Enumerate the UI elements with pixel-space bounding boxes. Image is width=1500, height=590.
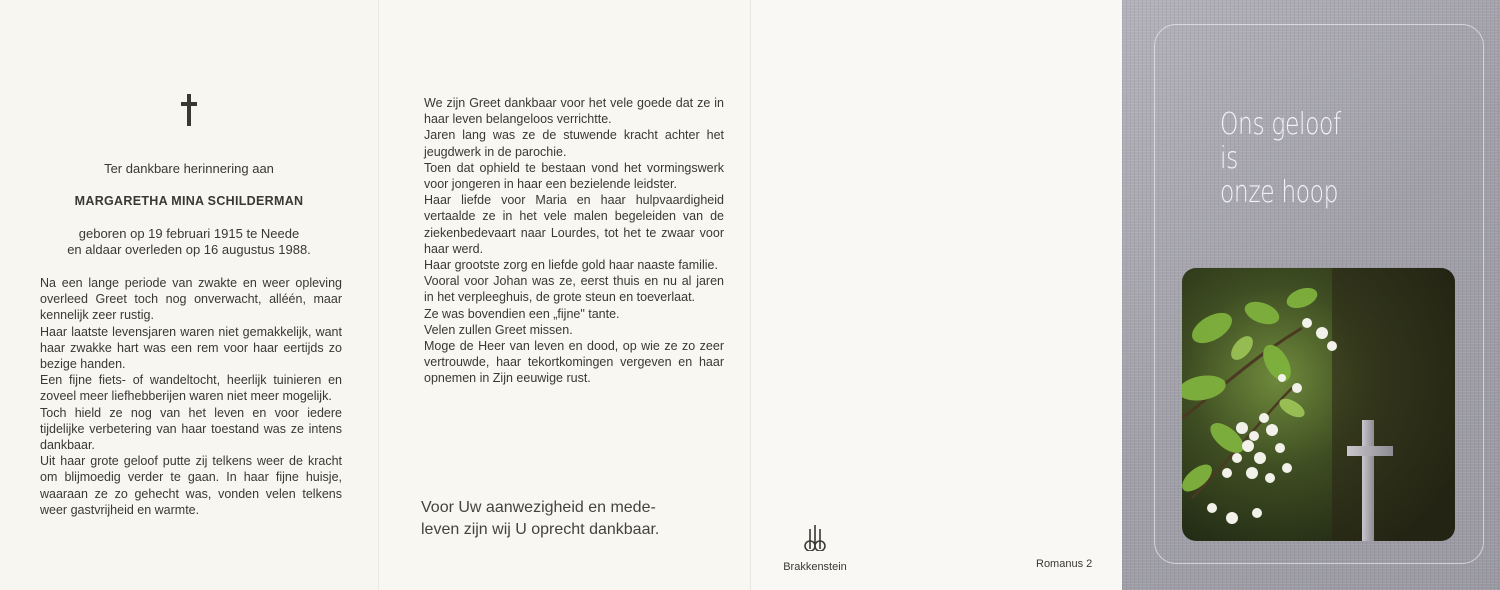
- cover-title: [1220, 108, 1341, 210]
- deceased-name: MARGARETHA MINA SCHILDERMAN: [74, 194, 304, 208]
- thanks-line-2: leven zijn wij U oprecht dankbaar.: [421, 521, 660, 538]
- paragraph: Toch hield ze nog van het leven en voor iedere tijdelijke verbetering van haar toestand was ze intens dankbaar.: [40, 405, 342, 453]
- thank-you-note: [421, 497, 731, 541]
- publisher-name: Brakkenstein: [783, 561, 847, 573]
- paragraph: Uit haar grote geloof putte zij telkens weer de kracht om blijmoedig verder te gaan. In haar fijne huisje, waaraan ze zo gehecht was, vonden velen telkens weer gastvrijheid en warmte.: [40, 454, 342, 517]
- paragraph: Moge de Heer van leven en dood, op wie ze zo zeer vertrouwde, haar tekortkomingen vergeven en haar opnemen in Zijn eeuwige rust.: [424, 339, 724, 386]
- birth-death-info: [0, 226, 378, 258]
- publisher-mark: [775, 523, 855, 575]
- middle-body-text: [424, 95, 724, 387]
- title-line-2: is: [1220, 141, 1238, 176]
- paragraph: Ze was bovendien een „fijne" tante.: [424, 306, 620, 321]
- born-line-1: geboren op 19 februari 1915 te Neede: [78, 226, 300, 241]
- paragraph: Haar grootste zorg en liefde gold haar naaste familie.: [424, 258, 718, 273]
- paragraph: Toen dat ophield te bestaan vond het vormingswerk voor jongeren in haar een bezielende leidster.: [424, 160, 724, 192]
- born-line-2: en aldaar overleden op 16 augustus 1988.: [67, 242, 311, 257]
- paragraph: Velen zullen Greet missen.: [424, 322, 573, 337]
- thanks-line-1: Voor Uw aanwezigheid en mede-: [421, 499, 656, 516]
- paragraph: Na een lange periode van zwakte en weer opleving overleed Greet toch nog onverwacht, alléén, maar kennelijk zeer rustig.: [40, 276, 342, 323]
- cover-photo: [1182, 268, 1455, 541]
- paragraph: We zijn Greet dankbaar voor het vele goede dat ze in haar leven belangeloos verrichtte.: [424, 96, 724, 127]
- left-body-text: [40, 275, 342, 518]
- paragraph: Een fijne fiets- of wandeltocht, heerlijk tuinieren en zoveel meer liefhebberijen waren niet meer mogelijk.: [40, 373, 342, 404]
- paragraph: Jaren lang was ze de stuwende kracht achter het jeugdwerk in de parochie.: [424, 128, 724, 159]
- paragraph: Haar liefde voor Maria en haar hulpvaardigheid vertaalde ze in het vele malen begeleiden van de ziekenbedevaart naar Lourdes, tot het te zwaar voor haar werd.: [424, 193, 724, 256]
- cross-icon: [181, 94, 197, 126]
- paragraph: Vooral voor Johan was ze, eerst thuis en nu al jaren in het verpleeghuis, de grote steun en toeverlaat.: [424, 274, 724, 305]
- brakkenstein-logo-icon: [801, 523, 829, 551]
- intro-line: Ter dankbare herinnering aan: [104, 161, 274, 176]
- back-cover: [750, 0, 1122, 590]
- blossom-photo: [1182, 268, 1455, 541]
- bible-reference: Romanus 2: [1036, 558, 1093, 570]
- middle-page: [378, 0, 750, 590]
- left-page: [0, 0, 378, 590]
- paragraph: Haar laatste levensjaren waren niet gemakkelijk, want haar zwakke hart was een rem voor haar eertijds zo bezige handen.: [40, 324, 342, 372]
- title-line-1: Ons geloof: [1220, 107, 1341, 142]
- title-line-3: onze hoop: [1220, 175, 1339, 210]
- front-cover: [1122, 0, 1500, 590]
